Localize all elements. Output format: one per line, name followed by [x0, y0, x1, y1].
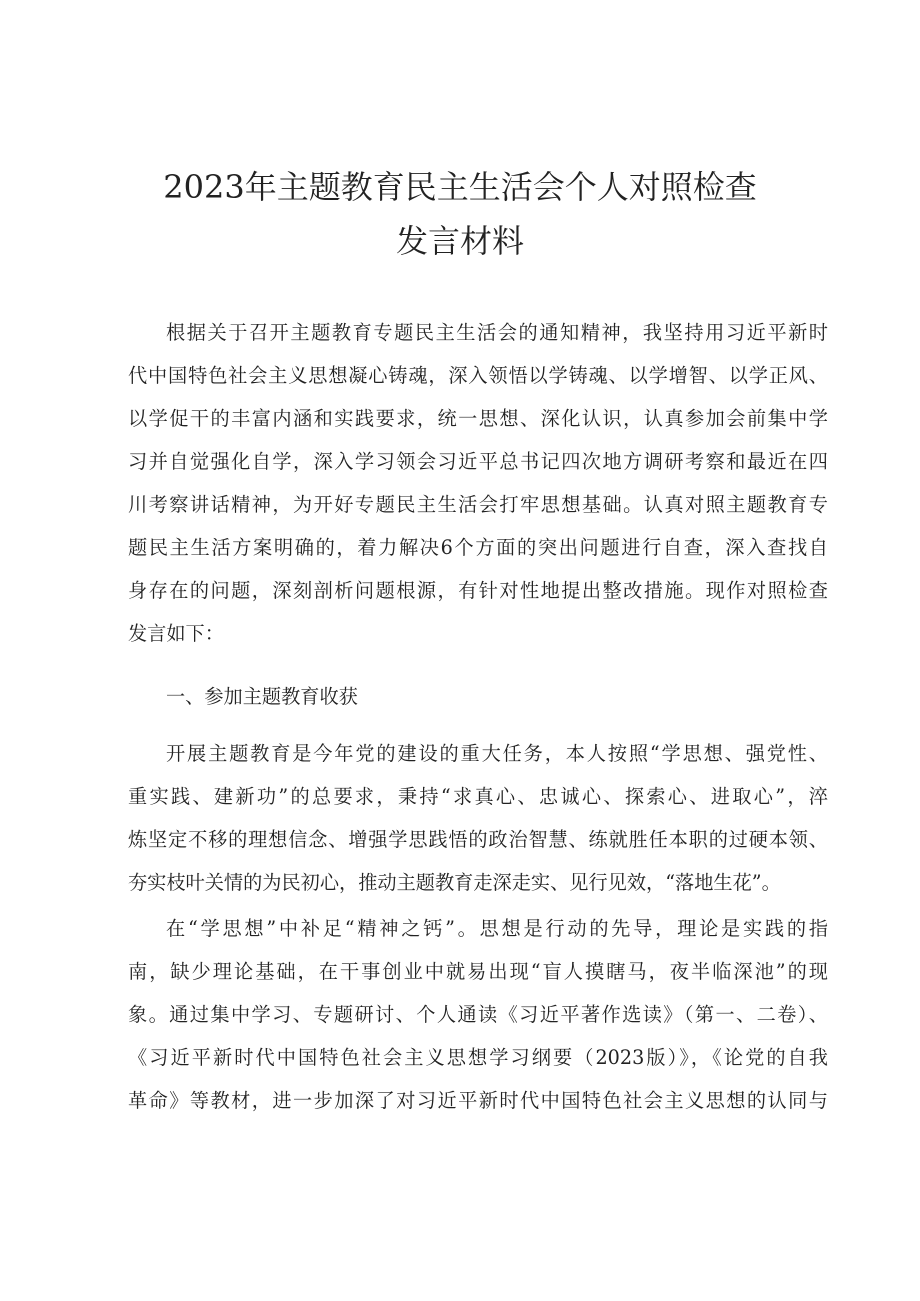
section-heading: 一、参加主题教育收获: [166, 685, 358, 708]
paragraph-line: 象。通过集中学习、专题研讨、个人通读《习近平著作选读》（第一、二卷）、: [128, 1003, 828, 1026]
paragraph-line: 革命》等教材，进一步加深了对习近平新时代中国特色社会主义思想的认同与: [128, 1089, 828, 1112]
paragraph-line: 炼坚定不移的理想信念、增强学思践悟的政治智慧、练就胜任本职的过硬本领、: [128, 828, 828, 851]
paragraph-line: 《习近平新时代中国特色社会主义思想学习纲要（2023版）》，《论党的自我: [128, 1046, 828, 1069]
paragraph-line: 习并自觉强化自学，深入学习领会习近平总书记四次地方调研考察和最近在四: [128, 450, 828, 473]
paragraph-line: 在“学思想”中补足“精神之钙”。思想是行动的先导，理论是实践的指: [166, 917, 828, 940]
paragraph-line: 身存在的问题，深刻剖析问题根源，有针对性地提出整改措施。现作对照检查: [128, 579, 828, 602]
paragraph-line: 重实践、建新功”的总要求，秉持“求真心、忠诚心、探索心、进取心”，淬: [128, 785, 828, 808]
paragraph-line: 南，缺少理论基础，在干事创业中就易出现“盲人摸瞎马，夜半临深池”的现: [128, 960, 828, 983]
document-title-line-1: 2023年主题教育民主生活会个人对照检查: [163, 168, 757, 206]
paragraph-line: 题民主生活方案明确的，着力解决6个方面的突出问题进行自查，深入查找自: [128, 536, 828, 559]
paragraph-line: 代中国特色社会主义思想凝心铸魂，深入领悟以学铸魂、以学增智、以学正风、: [128, 364, 828, 387]
paragraph-line: 根据关于召开主题教育专题民主生活会的通知精神，我坚持用习近平新时: [166, 321, 828, 344]
document-title-line-2: 发言材料: [395, 222, 524, 260]
paragraph-line: 以学促干的丰富内涵和实践要求，统一思想、深化认识，认真参加会前集中学: [128, 407, 828, 430]
paragraph-line: 发言如下：: [128, 622, 224, 645]
paragraph-line: 川考察讲话精神，为开好专题民主生活会打牢思想基础。认真对照主题教育专: [128, 493, 828, 516]
paragraph-line: 开展主题教育是今年党的建设的重大任务，本人按照“学思想、强党性、: [166, 742, 828, 765]
paragraph-line: 夯实枝叶关情的为民初心，推动主题教育走深走实、见行见效，“落地生花”。: [128, 871, 781, 894]
